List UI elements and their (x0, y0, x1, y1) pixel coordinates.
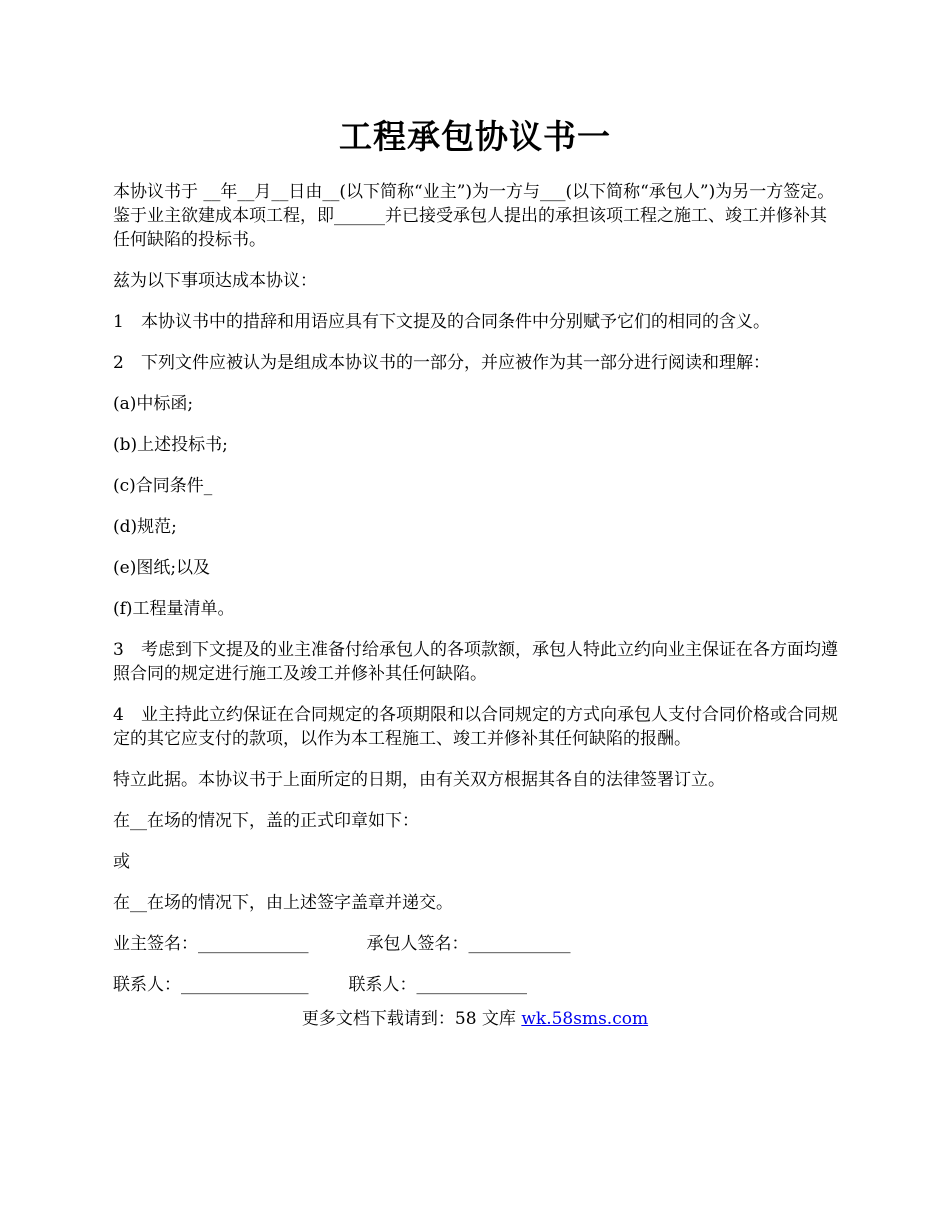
clause-text: 考虑到下文提及的业主准备付给承包人的各项款额，承包人特此立约向业主保证在各方面均遵照合同的规定进行施工及竣工并修补其任何缺陷。 (113, 640, 838, 684)
list-item-b: (b)上述投标书; (113, 435, 228, 455)
agreement-lead: 兹为以下事项达成本协议： (113, 271, 317, 291)
seal-line: 在__在场的情况下，盖的正式印章如下： (113, 811, 419, 831)
footer-link[interactable]: wk.58sms.com (521, 1009, 649, 1029)
list-item-e: (e)图纸;以及 (113, 558, 211, 578)
contact-row (113, 973, 841, 997)
clause-number: 1 (113, 312, 124, 332)
footer-prefix: 更多文档下载请到：58 文库 (301, 1009, 522, 1029)
clause-text: 业主持此立约保证在合同规定的各项期限和以合同规定的方式向承包人支付合同价格或合同规定的其它应支付的款项，以作为本工程施工、竣工并修补其任何缺陷的报酬。 (113, 705, 838, 749)
clause-2 (113, 351, 841, 375)
footer (0, 1007, 950, 1031)
list-item-c: (c)合同条件_ (113, 476, 213, 496)
clause-number: 4 (113, 705, 124, 725)
list-item-a: (a)中标函; (113, 394, 194, 414)
clause-text: 下列文件应被认为是组成本协议书的一部分，并应被作为其一部分进行阅读和理解： (141, 353, 770, 373)
signature-row (113, 932, 841, 956)
witness-paragraph: 特立此据。本协议书于上面所定的日期，由有关双方根据其各自的法律签署订立。 (113, 770, 725, 790)
intro-paragraph: 本协议书于 __年__月__日由__(以下简称“业主”)为一方与___(以下简称“承包人”)为另一方签定。鉴于业主欲建成本项工程，即______并已接受承包人提出的承担该项工程之施工、竣工并修补其任何缺陷的投标书。 (113, 182, 835, 250)
list-item-d: (d)规范; (113, 517, 177, 537)
sign-line: 在__在场的情况下，由上述签字盖章并递交。 (113, 893, 453, 913)
or-text: 或 (113, 852, 130, 872)
page-title: 工程承包协议书一 (339, 117, 611, 156)
document-body (113, 180, 841, 1014)
contractor-signature-field: 承包人签名：____________ (366, 934, 571, 954)
clause-4 (113, 703, 841, 751)
clause-number: 3 (113, 640, 124, 660)
list-item-f: (f)工程量清单。 (113, 599, 235, 619)
clause-number: 2 (113, 353, 124, 373)
clause-1 (113, 310, 841, 334)
clause-text: 本协议书中的措辞和用语应具有下文提及的合同条件中分别赋予它们的相同的含义。 (141, 312, 770, 332)
contractor-contact-field: 联系人：_____________ (348, 975, 527, 995)
owner-signature-field: 业主签名：_____________ (113, 934, 309, 954)
clause-3 (113, 638, 841, 686)
owner-contact-field: 联系人：_______________ (113, 975, 309, 995)
